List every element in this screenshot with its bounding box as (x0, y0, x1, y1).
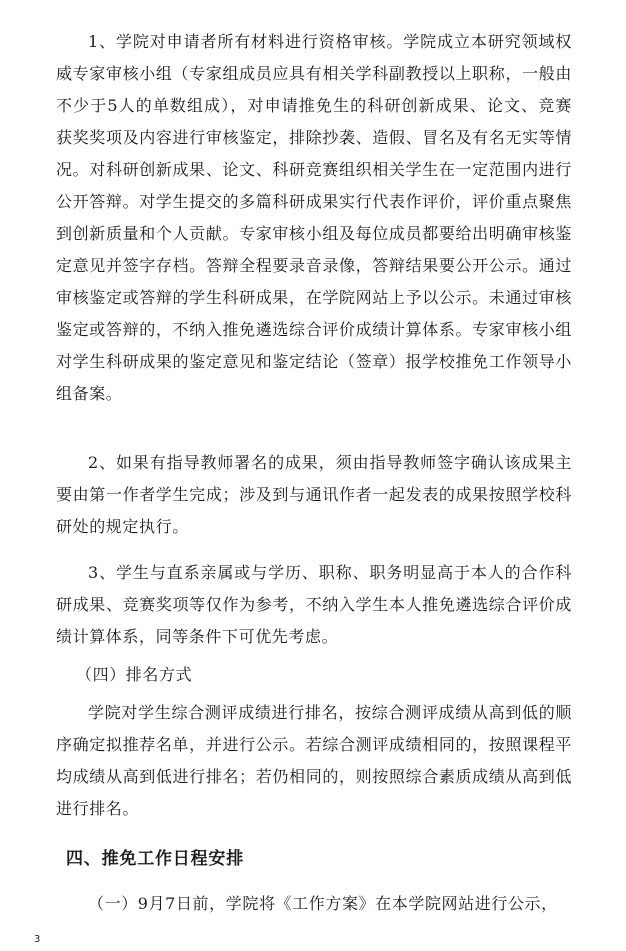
page-number: 3 (34, 934, 41, 945)
subheading-ranking-method: （四）排名方式 (76, 665, 193, 684)
paragraph-ranking-rules: 学院对学生综合测评成绩进行排名，按综合测评成绩从高到低的顺序确定拟推荐名单，并进行公示。若综合测评成绩相同的，按照课程平均成绩从高到低进行排名；若仍相同的，则按照综合素质成绩从高到低进行排名。 (56, 703, 572, 818)
paragraph-qualification-review: 1、学院对申请者所有材料进行资格审核。学院成立本研究领域权威专家审核小组（专家组成员应具有相关学科副教授以上职称，一般由不少于5人的单数组成），对申请推免生的科研创新成果、论文、竞赛获奖奖项及内容进行审核鉴定，排除抄袭、造假、冒名及有名无实等情况。对科研创新成果、论文、科研竞赛组织相关学生在一定范围内进行公开答辩。对学生提交的多篇科研成果实行代表作评价，评价重点聚焦到创新质量和个人贡献。专家审核小组及每位成员都要给出明确审核鉴定意见并签字存档。答辩全程要录音录像，答辩结果要公开公示。通过审核鉴定或答辩的学生科研成果，在学院网站上予以公示。未通过审核鉴定或答辩的，不纳入推免遴选综合评价成绩计算体系。专家审核小组对学生科研成果的鉴定意见和鉴定结论（签章）报学校推免工作领导小组备案。 (56, 32, 572, 403)
paragraph-advisor-signature: 2、如果有指导教师署名的成果，须由指导教师签字确认该成果主要由第一作者学生完成；涉及到与通讯作者一起发表的成果按照学校科研处的规定执行。 (56, 453, 572, 536)
section-heading-schedule: 四、推免工作日程安排 (66, 849, 244, 869)
paragraph-schedule-item-1: （一）9月7日前，学院将《工作方案》在本学院网站进行公示， (88, 894, 558, 913)
paragraph-relative-collaboration: 3、学生与直系亲属或与学历、职称、职务明显高于本人的合作科研成果、竞赛奖项等仅作为参考，不纳入学生本人推免遴选综合评价成绩计算体系，同等条件下可优先考虑。 (56, 563, 572, 646)
